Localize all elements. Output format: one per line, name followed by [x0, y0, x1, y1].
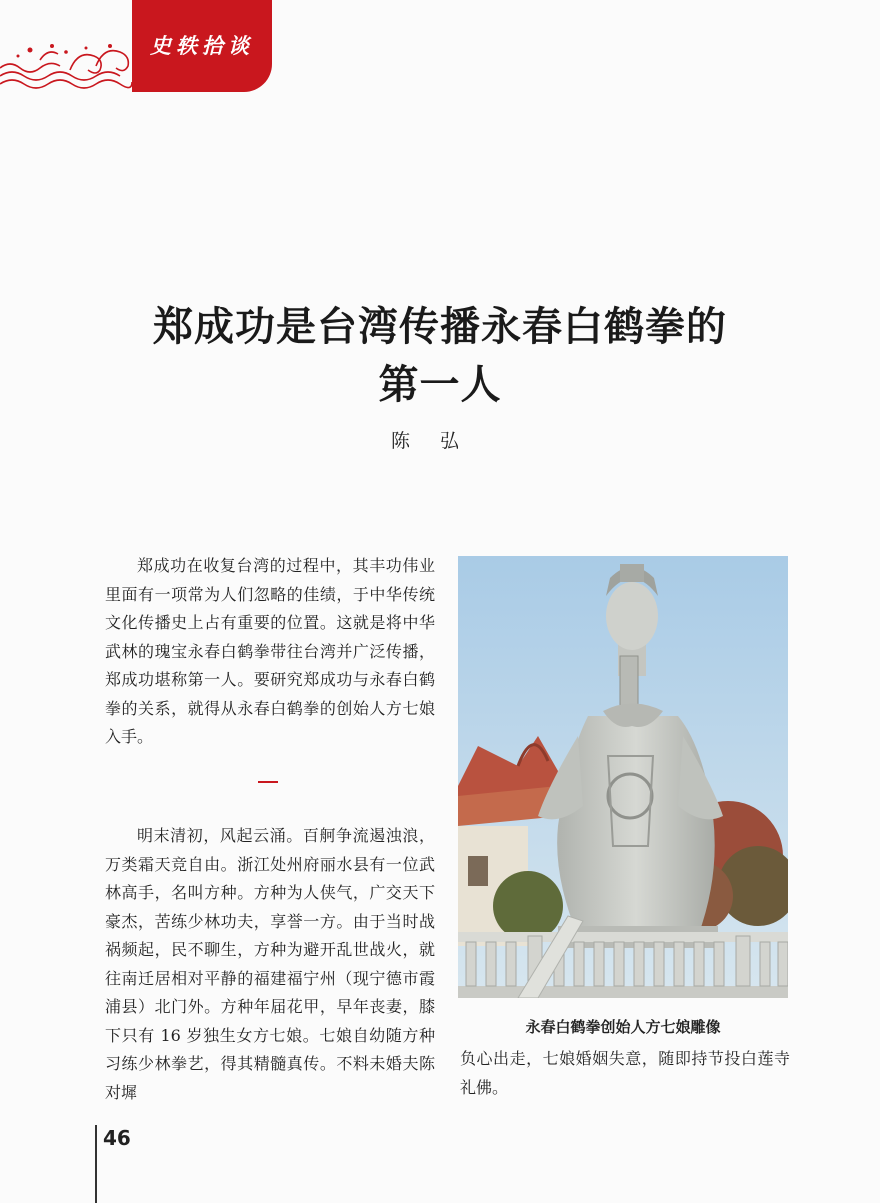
photo-caption: 永春白鹤拳创始人方七娘雕像 — [525, 1018, 721, 1036]
article-title-line2: 第一人 — [378, 362, 502, 408]
continued-paragraph: 负心出走，七娘婚姻失意，随即持节投白莲寺礼佛。 — [460, 1049, 790, 1097]
intro-paragraph: 郑成功在收复台湾的过程中，其丰功伟业里面有一项常为人们忽略的佳绩，于中华传统文化传播史上占有重要的位置。这就是将中华武林的瑰宝永春白鹤拳带往台湾并广泛传播，郑成功堪称第一人。要研究郑成功与永春白鹤拳的关系，就得从永春白鹤拳的创始人方七娘入手。 — [105, 556, 435, 746]
article-author: 陈弘 — [390, 430, 489, 452]
article-title — [0, 298, 880, 414]
page-number-rule — [95, 1125, 97, 1203]
intro-paragraph-block — [105, 552, 435, 752]
statue-photo — [458, 556, 788, 998]
body-paragraph-block — [105, 822, 435, 1107]
wave-ornament — [0, 40, 132, 92]
section-numeral — [258, 781, 278, 783]
page-number: 46 — [103, 1126, 131, 1150]
article-title-line1: 郑成功是台湾传播永春白鹤拳的 — [153, 304, 727, 350]
body-paragraph: 明末清初，风起云涌。百舸争流遏浊浪，万类霜天竞自由。浙江处州府丽水县有一位武林高手，名叫方种。方种为人侠气，广交天下豪杰，苦练少林功夫，享誉一方。由于当时战祸频起，民不聊生，方种为避开乱世战火，就往南迁居相对平静的福建福宁州（现宁德市霞浦县）北门外。方种年届花甲，早年丧妻，膝下只有 16 岁独生女方七娘。七娘自幼随方种习练少林拳艺，得其精髓真传。不料未婚夫陈对墀 — [105, 826, 435, 1102]
section-label: 史轶拾谈 — [150, 34, 254, 58]
